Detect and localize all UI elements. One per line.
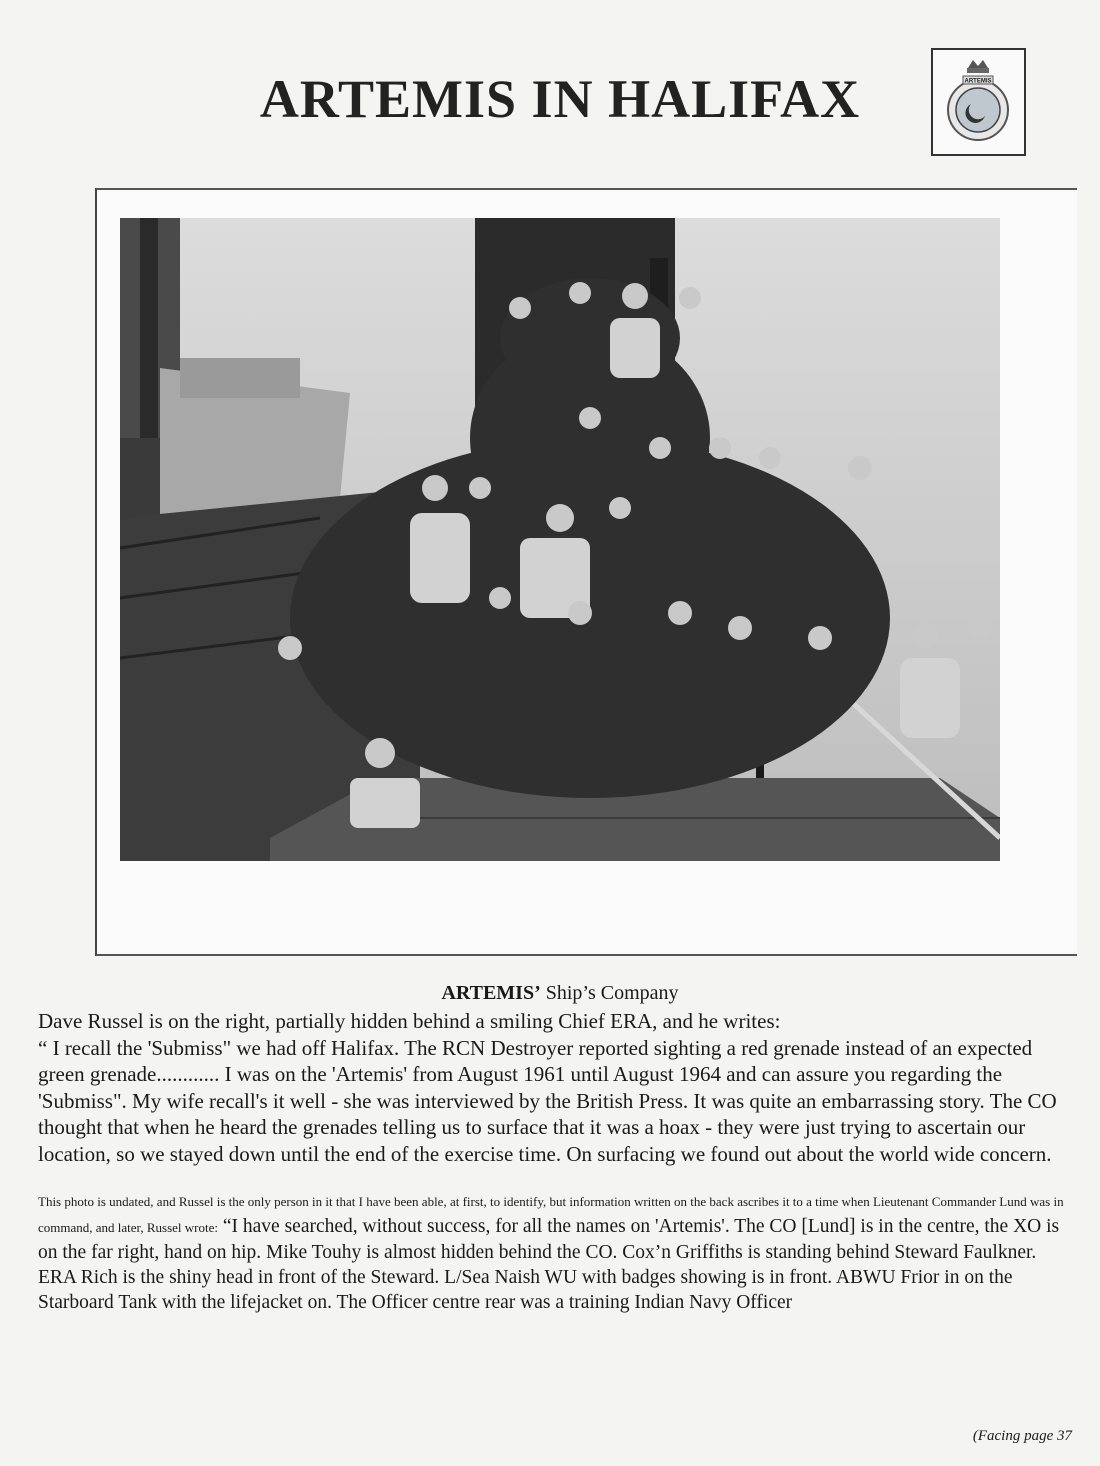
crest-icon [933, 50, 1024, 154]
ship-crest [931, 48, 1026, 156]
article-body [38, 1008, 1068, 1167]
crest-label: ARTEMIS [964, 78, 992, 85]
facing-page-note: (Facing page 37 [972, 1428, 1072, 1444]
photo-caption [0, 982, 1100, 1005]
body-paragraph-2: “ I recall the 'Submiss" we had off Halifax. The RCN Destroyer reported sighting a red grenade instead of an expected green grenade............ I was on the 'Artemis' from August 1961 until August 1964 and can assure you regarding the 'Submiss". My wife recall's it well - she was interviewed by the British Press. It was quite an embarrassing story. The CO thought that when he heard the grenades telling us to surface that it was a hoax - they were just trying to ascertain our location, so we stayed down until the end of the exercise time. On surfacing we found out about the world wide concern. [38, 1035, 1057, 1166]
page-title: ARTEMIS IN HALIFAX [259, 69, 861, 129]
notes-intro: This photo is undated, and Russel is the only person in it that I have been able, at first, to identify, but information written on the back ascribes it to a time when Lieutenant Commander Lund was in command, and later, Russel wrote: [38, 1194, 1064, 1235]
caption-rest: Ship’s Company [540, 982, 679, 1004]
notes-quote: “I have searched, without success, for all the names on 'Artemis'. The CO [Lund] is in the centre, the XO is on the far right, hand on hip. Mike Touhy is almost hidden behind the CO. Cox’n Griffiths is standing behind Steward Faulkner. ERA Rich is the shiny head in front of the Steward. L/Sea Naish WU with badges showing is in front. ABWU Frior in on the Starboard Tank with the lifejacket on. The Officer centre rear was a training Indian Navy Officer [38, 1216, 1060, 1313]
body-paragraph-1: Dave Russel is on the right, partially hidden behind a smiling Chief ERA, and he writes: [38, 1009, 781, 1033]
caption-bold: ARTEMIS’ [441, 982, 541, 1004]
ships-company-photo [120, 218, 1000, 861]
article-notes [38, 1188, 1068, 1315]
